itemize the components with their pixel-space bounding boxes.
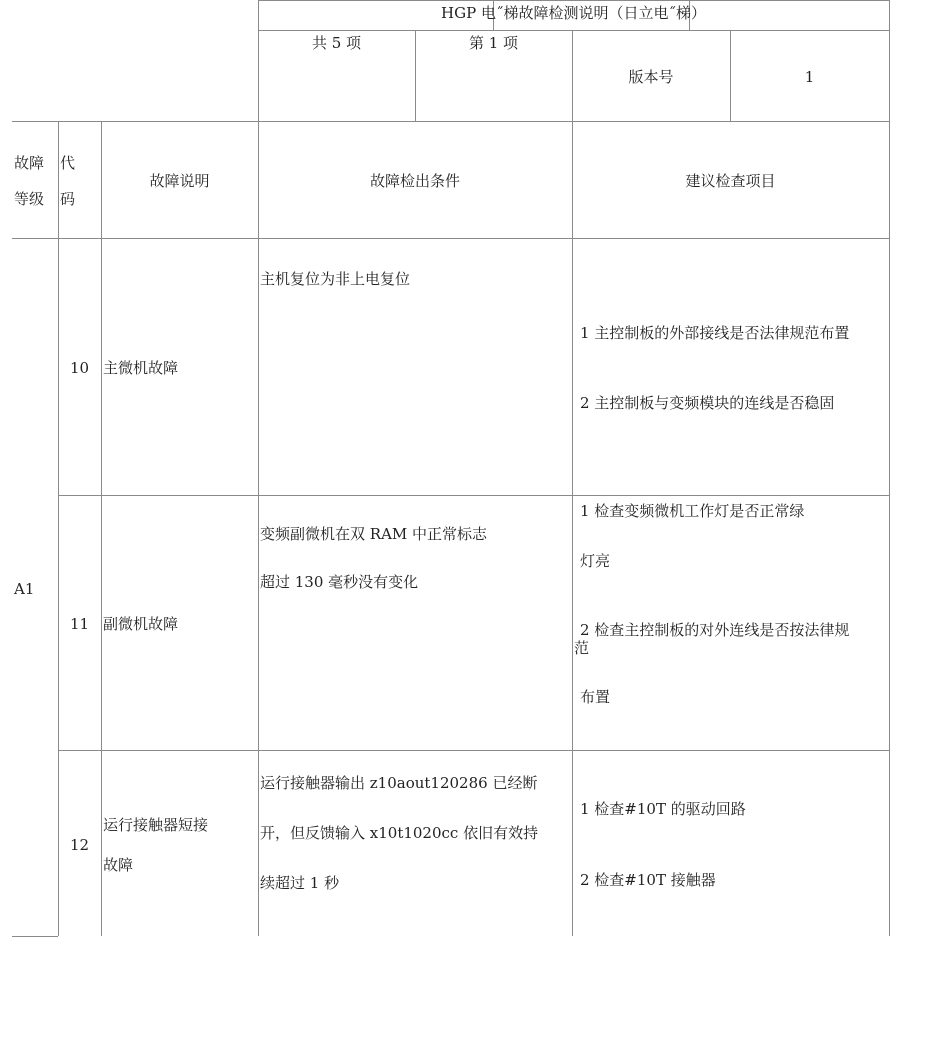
version-value: 1 <box>804 68 815 86</box>
row-condition: 续超过 1 秒 <box>260 874 340 892</box>
col-condition: 故障检出条件 <box>369 172 460 190</box>
row-description: 主微机故障 <box>103 359 179 377</box>
rule <box>12 121 890 122</box>
row-description: 故障 <box>103 856 134 874</box>
total-items: 共 5 项 <box>311 34 362 52</box>
rule <box>58 750 890 751</box>
document-title: HGP 电˝梯故障检测说明（日立电˝梯） <box>441 4 706 22</box>
row-condition: 变频副微机在双 RAM 中正常标志 <box>260 525 488 543</box>
col-level-line1: 故障 <box>14 154 45 172</box>
row-code: 12 <box>69 836 90 854</box>
row-check-item: 灯亮 <box>580 552 611 570</box>
row-code: 11 <box>69 615 90 633</box>
rule <box>58 495 890 496</box>
rule <box>258 0 259 936</box>
row-check-item: 布置 <box>580 688 611 706</box>
row-check-item: 2 主控制板与变频模块的连线是否稳固 <box>580 394 835 412</box>
rule <box>58 121 59 936</box>
rule <box>572 30 573 936</box>
version-label: 版本号 <box>628 68 674 86</box>
row-condition: 运行接触器输出 z10aout120286 已经断 <box>260 774 538 792</box>
row-check-item: 2 检查#10T 接触器 <box>580 871 716 889</box>
row-check-item: 2 检查主控制板的对外连线是否按法律规 <box>580 621 850 639</box>
row-description: 运行接触器短接 <box>103 816 209 834</box>
item-number: 第 1 项 <box>468 34 519 52</box>
col-code-line2: 码 <box>60 190 76 208</box>
row-condition: 开，但反馈输入 x10t1020cc 依旧有效持 <box>260 824 539 842</box>
rule <box>258 0 890 1</box>
row-check-item: 1 主控制板的外部接线是否法律规范布置 <box>580 324 850 342</box>
col-level-line2: 等级 <box>14 190 45 208</box>
rule <box>12 936 58 937</box>
row-description: 副微机故障 <box>103 615 179 633</box>
row-condition: 主机复位为非上电复位 <box>260 270 411 288</box>
col-description: 故障说明 <box>149 172 210 190</box>
row-check-item: 1 检查#10T 的驱动回路 <box>580 800 746 818</box>
row-condition: 超过 130 毫秒没有变化 <box>260 573 419 591</box>
rule <box>258 30 890 31</box>
col-check-items: 建议检查项目 <box>685 172 776 190</box>
rule <box>889 0 890 936</box>
row-check-item: 1 检查变频微机工作灯是否正常绿 <box>580 502 805 520</box>
rule <box>101 121 102 936</box>
fault-level-value: A1 <box>14 580 35 598</box>
col-code-line1: 代 <box>60 154 76 172</box>
row-check-item: 范 <box>574 639 590 657</box>
row-code: 10 <box>69 359 90 377</box>
rule <box>12 238 890 239</box>
